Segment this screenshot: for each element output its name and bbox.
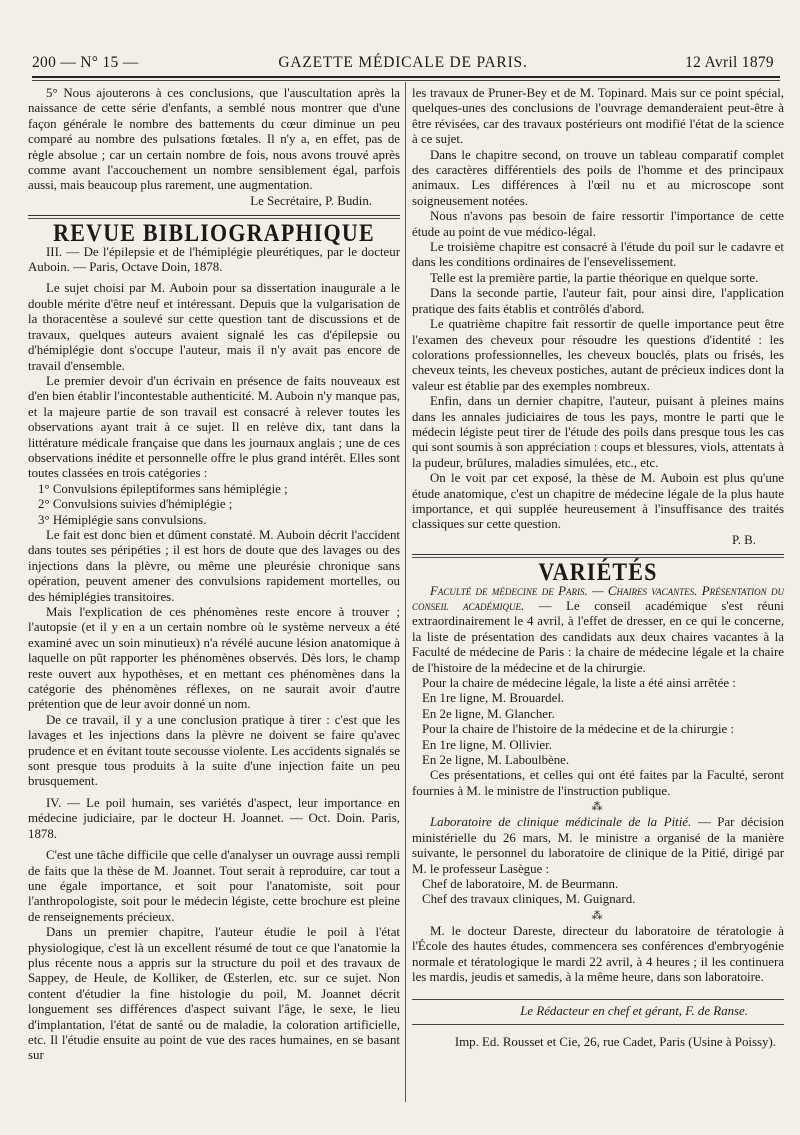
section-title-varietes: VARIÉTÉS [538,557,658,587]
page-number: 200 — N° 15 — [32,54,139,71]
candidate-line: Pour la chaire de médecine légale, la liste a été ainsi arrêtée : [422,676,736,691]
candidate-line: Pour la chaire de l'histoire de la médecine et de la chirurgie : [422,722,735,737]
varietes-item-1-end: Ces présentations, et celles qui ont été faites par la Faculté, seront fournies à M. le ministre de l'instruction publique. [412,768,784,798]
candidate-line: En 2e ligne, M. Laboulbène. [422,753,570,768]
review-4-paragraph-10: On le voit par cet exposé, la thèse de M. Auboin est plus qu'une étude anatomique, c'est un chapitre de médecine légale de la plus haute importance, et qui supplée heureusement à l'insuffisance des traités classiques sur cette question. [412,471,784,532]
review-4-paragraph-3: Dans le chapitre second, on trouve un tableau comparatif complet des caractères différentiels des poils de l'homme et des principaux animaux. Les différences à l'œil nu et au microscope sont soigneusement notées. [412,147,784,208]
staff-line: Chef des travaux cliniques, M. Guignard. [422,892,636,907]
header-rule-thin [32,80,780,81]
review-4-paragraph-6: Telle est la première partie, la partie théorique en quelque sorte. [430,270,759,285]
section-title-revue: REVUE BIBLIOGRAPHIQUE [53,218,375,248]
review-4-paragraph-2: Dans un premier chapitre, l'auteur étudie le poil à l'état physiologique, c'est là un excellent résumé de tout ce que l'anatomie la plus récente nous a appris sur la structure du poil et des travaux de Sappey, de Heule, de Kolliker, de Œsterlen, etc. sur ce sujet. Non content d'étudier la fine histologie du poil, M. Joannet décrit longuement ses différences d'aspect suivant l'âge, le sexe, le lieu d'implantation, l'état de santé ou de maladie, la coloration artificielle, etc. Il l'étudie ensuite au point de vue des races humaines, en se basant sur [28,925,400,1063]
varietes-item-2 [412,815,784,877]
journal-title: GAZETTE MÉDICALE DE PARIS. [278,54,528,71]
varietes-item-1 [412,584,784,676]
staff-line: Chef de laboratoire, M. de Beurmann. [422,876,619,891]
right-column [412,86,784,1050]
review-heading-3: III. — De l'épilepsie et de l'hémiplégie pleurétiques, par le docteur Auboin. — Paris, Octave Doin, 1878. [28,244,400,275]
category-item-1: 1° Convulsions épileptiformes sans hémiplégie ; [38,481,288,496]
asterism-divider: ⁂ [591,909,605,922]
issue-date: 12 Avril 1879 [685,54,774,71]
asterism-divider: ⁂ [591,801,605,814]
review-4-signature: P. B. [731,532,756,547]
category-item-2: 2° Convulsions suivies d'hémiplégie ; [38,497,233,512]
note-paragraph: 5° Nous ajouterons à ces conclusions, que l'auscultation après la naissance de cette série d'enfants, a semblé nous montrer que d'une façon générale le nombre des battements du cœur diminue un peu comparé au nombre des pulsations fœtales. Il n'y a, en effet, pas de règle absolue ; car un certain nombre de fois, nous avons trouvé après comme avant l'accouchement un nombre sensiblement égal, parfois aussi, mais beaucoup plus rarement, une augmentation. [28,86,400,193]
review-4-paragraph-4: Nous n'avons pas besoin de faire ressortir l'importance de cette étude au point de vue médico-légal. [412,209,784,239]
note-signature: Le Secrétaire, P. Budin. [250,193,372,208]
varietes-item-2-body: — Par décision ministérielle du 26 mars, M. le ministre a organisé de la manière suivante, le personnel du laboratoire de clinique de la Pitié, dirigé par M. le professeur Lasègue : [412,815,785,876]
column-divider [405,82,406,1102]
printer-imprint: Imp. Ed. Rousset et Cie, 26, rue Cadet, Paris (Usine à Poissy). [454,1034,776,1049]
varietes-item-2-lead: Laboratoire de clinique médicinale de la Pitié. [430,815,692,830]
review-3-paragraph-3: Le fait est donc bien et dûment constaté. M. Auboin décrit l'accident dans toutes ses péripéties ; il est hors de doute que des lavages ou des injections dans la plèvre, ou même une pleurésie chronique sans opération, peuvent amener des convulsions rapidement mortelles, ou des hémiplégies transitoires. [28,527,400,604]
review-3-paragraph-5: De ce travail, il y a une conclusion pratique à tirer : c'est que les lavages et les injections dans la plèvre ne doivent se faire qu'avec prudence et en évitant toute secousse violente. Les accidents signalés se sont presque tous produits à la suite d'une injection faite un peu brusquement. [28,712,400,789]
review-3-paragraph-1: Le sujet choisi par M. Auboin pour sa dissertation inaugurale a le double mérite d'être neuf et intéressant. Depuis que la vulgarisation de la thoracentèse a soulevé sur cette question tant de discussions et de travaux, quelques auteurs avaient signalé les cas d'épilepsie ou d'hémiplégie dont s'occupe l'auteur, mais il n'y avait pas encore de travail d'ensemble. [28,281,400,373]
review-4-paragraph-5: Le troisième chapitre est consacré à l'étude du poil sur le cadavre et dans les conditions ordinaires de l'ensevelissement. [412,240,784,270]
review-4-paragraph-9: Enfin, dans un dernier chapitre, l'auteur, puisant à pleines mains dans les annales judiciaires de tous les pays, montre le parti que le médecin légiste peut tirer de l'étude des poils dans presque tous les cas qui sont soumis à son appréciation : coups et blessures, viols, attentats à la pudeur, brûlures, maladies simulées, etc., etc. [412,394,784,470]
review-4-paragraph-8: Le quatrième chapitre fait ressortir de quelle importance peut être l'examen des cheveux pour résoudre les questions d'identité : les colorations professionnelles, les cheveux bouclés, plats ou frisés, les cheveux teints, les cheveux postiches, autant de précieux indices dont la valeur est établie par des exemples nombreux. [412,317,784,393]
footer-rule [412,1024,784,1025]
review-4-paragraph-7: Dans la seconde partie, l'auteur fait, pour ainsi dire, l'application pratique des faits établis et contrôlés d'abord. [412,286,784,316]
category-item-3: 3° Hémiplégie sans convulsions. [38,512,207,527]
page-header [32,52,774,72]
candidate-line: En 2e ligne, M. Glancher. [422,706,555,721]
footer-rule [412,999,784,1000]
review-heading-4: IV. — Le poil humain, ses variétés d'aspect, leur importance en médecine judiciaire, par le docteur H. Joannet. — Oct. Doin. Paris, 1878. [28,795,400,841]
candidate-line: En 1re ligne, M. Ollivier. [422,737,552,752]
review-4-continuation: les travaux de Pruner-Bey et de M. Topinard. Mais sur ce point spécial, quelques-unes des conclusions de l'ouvrage demanderaient peut-être à être révisées, car des travaux postérieurs ont modifié l'état de la science à ce sujet. [412,86,784,147]
review-3-paragraph-4: Mais l'explication de ces phénomènes reste encore à trouver ; l'autopsie (et il y en a un certain nombre où le système nerveux a été examiné avec un soin minutieux) n'a révélé aucune lésion anatomique à laquelle on pût rapporter les phénomènes observés. Dès lors, le champ reste ouvert aux hypothèses, et en mettant ces phénomènes dans la catégorie des phénomènes réflexes, on ne saurait avoir d'autre prétention que de leur avoir donné un nom. [28,605,400,712]
varietes-item-1-body: — Le conseil académique s'est réuni extraordinairement le 4 avril, à l'effet de dresser, en ce qui le concerne, la liste de présentation des candidats aux deux chaires vacantes à la Faculté de médecine de Paris : la chaire de médecine légale et la chaire de l'histoire de la médecine et de la chirurgie. [412,599,784,675]
review-3-paragraph-2: Le premier devoir d'un écrivain en présence de faits nouveaux est d'en bien établir l'incontestable authenticité. M. Auboin n'y manque pas, et la majeure partie de son travail est consacré à relever toutes les observations ayant trait à ce sujet. Il en relève dix, tant dans la littérature médicale française que dans les journaux anglais ; une de ces observations inédite et personnelle offre le plus grand intérêt. Elles sont toutes classées en trois catégories : [28,373,400,481]
editor-line: Le Rédacteur en chef et gérant, F. de Ranse. [520,1004,748,1019]
left-column [28,86,400,1064]
candidate-line: En 1re ligne, M. Brouardel. [422,691,565,706]
review-4-paragraph-1: C'est une tâche difficile que celle d'analyser un ouvrage aussi rempli de faits que la thèse de M. Joannet. Tout serait à reproduire, car tout a une égale importance, et soit pour l'anatomiste, soit pour l'anthropologiste, soit pour le médecin légiste, cette brochure est pleine de renseignements précieux. [28,848,400,924]
header-rule [32,76,780,78]
varietes-item-1-lead: Faculté de médecine de Paris. — Chaires vacantes. Présentation du conseil académique. [412,583,784,613]
varietes-item-3: M. le docteur Dareste, directeur du laboratoire de tératologie à l'École des hautes études, commencera ses conférences d'embryogénie normale et tératologique le mardi 22 avril, à 4 heures ; il les continuera les mardis, jeudis et samedis, à la même heure, dans son laboratoire. [412,923,784,984]
